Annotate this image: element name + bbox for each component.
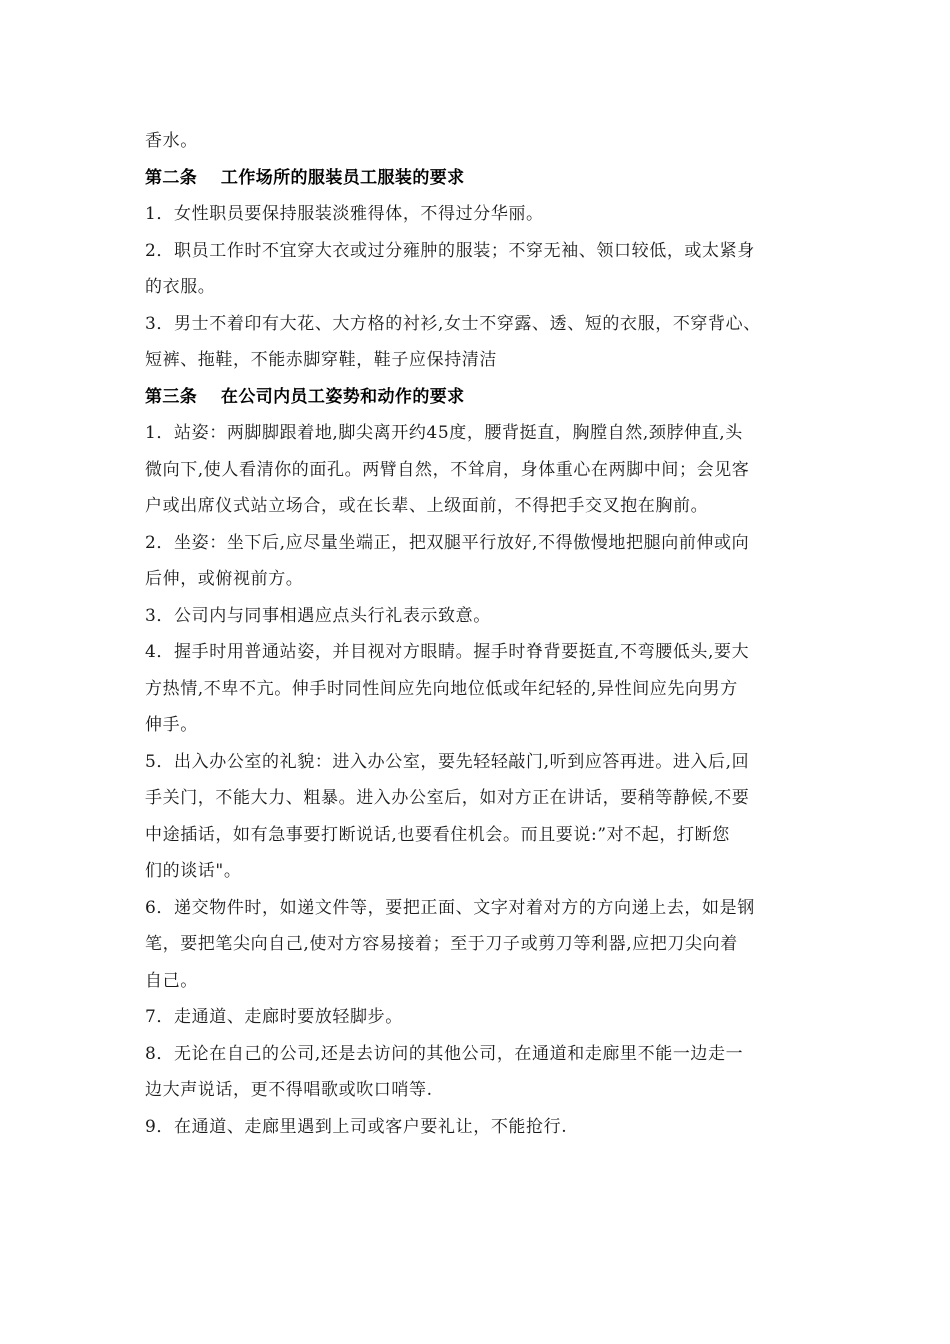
paragraph-line: 2．职员工作时不宜穿大衣或过分雍肿的服装；不穿无袖、领口较低，或太紧身 xyxy=(145,240,755,261)
paragraph-line: 微向下,使人看清你的面孔。两臂自然，不耸肩，身体重心在两脚中间；会见客 xyxy=(145,459,750,480)
paragraph-line: 6．递交物件时，如递文件等，要把正面、文字对着对方的方向递上去，如是钢 xyxy=(145,897,755,918)
paragraph-line: 8．无论在自己的公司,还是去访问的其他公司，在通道和走廊里不能一边走一 xyxy=(145,1043,744,1064)
paragraph-line: 们的谈话"。 xyxy=(145,861,242,881)
paragraph-line: 5．出入办公室的礼貌：进入办公室，要先轻轻敲门,听到应答再进。进入后,回 xyxy=(145,751,750,772)
document-body xyxy=(145,123,825,1145)
paragraph-line: 7．走通道、走廊时要放轻脚步。 xyxy=(145,1007,403,1027)
paragraph-line: 4．握手时用普通站姿，并目视对方眼睛。握手时脊背要挺直,不弯腰低头,要大 xyxy=(145,642,750,662)
paragraph-line: 9．在通道、走廊里遇到上司或客户要礼让，不能抢行. xyxy=(145,1116,568,1137)
paragraph-line: 伸手。 xyxy=(145,715,198,735)
paragraph-line: 中途插话，如有急事要打断说话,也要看住机会。而且要说:”对不起，打断您 xyxy=(145,824,730,845)
section-heading: 第二条 工作场所的服装员工服装的要求 xyxy=(145,167,465,188)
paragraph-line: 2．坐姿：坐下后,应尽量坐端正，把双腿平行放好,不得傲慢地把腿向前伸或向 xyxy=(145,532,750,553)
paragraph-line: 香水。 xyxy=(145,131,198,151)
paragraph-line: 笔，要把笔尖向自己,使对方容易接着；至于刀子或剪刀等利器,应把刀尖向着 xyxy=(145,934,738,954)
paragraph-line: 1．站姿：两脚脚跟着地,脚尖离开约45度，腰背挺直，胸膛自然,颈脖伸直,头 xyxy=(145,423,743,443)
paragraph-line: 1．女性职员要保持服装淡雅得体，不得过分华丽。 xyxy=(145,204,544,224)
paragraph-line: 的衣服。 xyxy=(145,277,216,297)
paragraph-line: 3．男士不着印有大花、大方格的衬衫,女士不穿露、透、短的衣服，不穿背心、 xyxy=(145,313,761,334)
paragraph-line: 自己。 xyxy=(145,970,198,991)
section-heading: 第三条 在公司内员工姿势和动作的要求 xyxy=(145,386,465,407)
paragraph-line: 手关门，不能大力、粗暴。进入办公室后，如对方正在讲话，要稍等静候,不要 xyxy=(145,788,750,808)
paragraph-line: 方热情,不卑不亢。伸手时同性间应先向地位低或年纪轻的,异性间应先向男方 xyxy=(145,678,738,699)
paragraph-line: 边大声说话，更不得唱歌或吹口哨等. xyxy=(145,1080,433,1100)
paragraph-line: 后伸，或俯视前方。 xyxy=(145,569,304,589)
paragraph-line: 3．公司内与同事相遇应点头行礼表示致意。 xyxy=(145,605,491,626)
paragraph-line: 短裤、拖鞋，不能赤脚穿鞋，鞋子应保持清洁 xyxy=(145,350,497,370)
paragraph-line: 户或出席仪式站立场合，或在长辈、上级面前，不得把手交叉抱在胸前。 xyxy=(145,496,709,516)
